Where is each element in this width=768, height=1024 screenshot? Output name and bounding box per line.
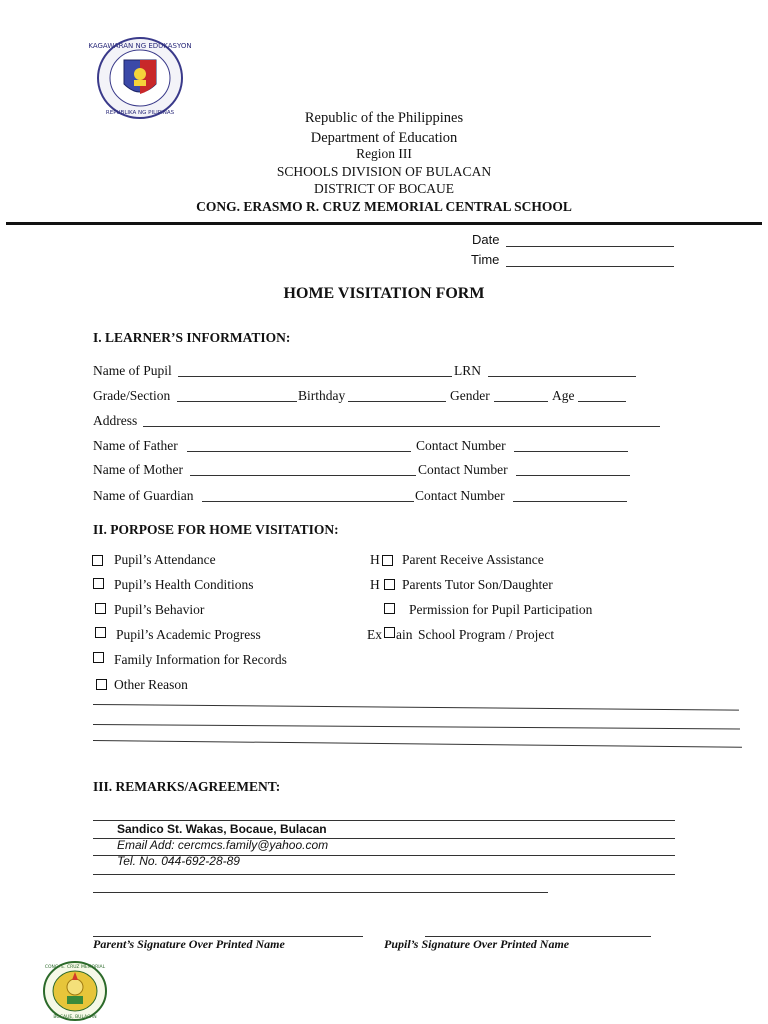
- remarks-line-5[interactable]: [93, 892, 548, 893]
- section3-title: III. REMARKS/AGREEMENT:: [93, 779, 281, 794]
- gender-label: Gender: [450, 388, 490, 403]
- header-department: Department of Education: [310, 130, 458, 146]
- guardian-field[interactable]: [202, 501, 414, 502]
- mother-contact-field[interactable]: [516, 475, 630, 476]
- behavior-checkbox[interactable]: [95, 603, 106, 614]
- tutor-checkbox[interactable]: [384, 579, 395, 590]
- other-reason-checkbox[interactable]: [96, 679, 107, 690]
- other-reason-line-2[interactable]: [93, 724, 740, 730]
- svg-text:REPUBLIKA NG PILIPINAS: REPUBLIKA NG PILIPINAS: [105, 110, 175, 116]
- father-contact-label: Contact Number: [416, 438, 506, 453]
- date-label: Date: [472, 232, 500, 247]
- svg-text:CONG. E. CRUZ MEMORIAL: CONG. E. CRUZ MEMORIAL: [44, 965, 106, 970]
- other-reason-option: Other Reason: [114, 677, 188, 692]
- health-option: Pupil’s Health Conditions: [114, 577, 254, 592]
- school-tel: Tel. No. 044-692-28-89: [117, 854, 240, 868]
- program-prefix-ex: Ex: [367, 627, 382, 642]
- time-field[interactable]: [506, 266, 674, 267]
- health-checkbox[interactable]: [93, 578, 104, 589]
- guardian-contact-label: Contact Number: [415, 488, 505, 503]
- father-contact-field[interactable]: [514, 451, 628, 452]
- program-option: School Program / Project: [418, 627, 555, 642]
- gender-field[interactable]: [494, 401, 548, 402]
- tutor-option: Parents Tutor Son/Daughter: [402, 577, 553, 592]
- permission-checkbox[interactable]: [384, 603, 395, 614]
- address-field[interactable]: [143, 426, 660, 427]
- mother-contact-label: Contact Number: [418, 462, 508, 477]
- header-district: DISTRICT OF BOCAUE: [313, 181, 455, 196]
- grade-section-field[interactable]: [177, 401, 297, 402]
- permission-option: Permission for Pupil Participation: [409, 602, 593, 617]
- pupil-name-label: Name of Pupil: [93, 363, 172, 378]
- family-info-checkbox[interactable]: [93, 652, 104, 663]
- header-region: Region III: [356, 146, 412, 161]
- header-divider: [6, 222, 762, 225]
- program-prefix-ain: ain: [396, 627, 413, 642]
- birthday-label: Birthday: [298, 388, 346, 403]
- father-field[interactable]: [187, 451, 411, 452]
- mother-label: Name of Mother: [93, 462, 183, 477]
- other-reason-line-1[interactable]: [93, 704, 739, 711]
- grade-section-label: Grade/Section: [93, 388, 171, 403]
- guardian-label: Name of Guardian: [93, 488, 194, 503]
- school-seal-logo: [42, 960, 108, 1022]
- pupil-signature-caption: Pupil’s Signature Over Printed Name: [384, 937, 570, 951]
- pupil-name-field[interactable]: [178, 376, 452, 377]
- section1-title: I. LEARNER’S INFORMATION:: [93, 330, 291, 345]
- father-label: Name of Father: [93, 438, 178, 453]
- section2-title: II. PORPOSE FOR HOME VISITATION:: [93, 522, 339, 537]
- svg-text:KAGAWARAN NG EDUKASYON: KAGAWARAN NG EDUKASYON: [88, 42, 192, 50]
- age-field[interactable]: [578, 401, 626, 402]
- academic-option: Pupil’s Academic Progress: [116, 627, 261, 642]
- guardian-contact-field[interactable]: [513, 501, 627, 502]
- academic-checkbox[interactable]: [95, 627, 106, 638]
- parent-signature-caption: Parent’s Signature Over Printed Name: [93, 937, 285, 951]
- birthday-field[interactable]: [348, 401, 446, 402]
- attendance-option: Pupil’s Attendance: [114, 552, 216, 567]
- form-title: HOME VISITATION FORM: [283, 285, 485, 302]
- age-label: Age: [552, 388, 575, 403]
- other-reason-line-3[interactable]: [93, 740, 742, 748]
- behavior-option: Pupil’s Behavior: [114, 602, 205, 617]
- family-info-option: Family Information for Records: [114, 652, 287, 667]
- time-label: Time: [471, 252, 500, 267]
- attendance-checkbox[interactable]: [92, 555, 103, 566]
- lrn-label: LRN: [454, 363, 481, 378]
- remarks-line-1[interactable]: [93, 820, 675, 821]
- tutor-prefix: H: [370, 577, 380, 592]
- program-checkbox[interactable]: [384, 627, 395, 638]
- assistance-option: Parent Receive Assistance: [402, 552, 544, 567]
- svg-text:BOCAUE, BULACAN: BOCAUE, BULACAN: [53, 1015, 97, 1020]
- school-email: Email Add: cercmcs.family@yahoo.com: [117, 838, 329, 852]
- address-label: Address: [93, 413, 138, 428]
- mother-field[interactable]: [190, 475, 416, 476]
- header-division: SCHOOLS DIVISION OF BULACAN: [276, 164, 492, 179]
- assistance-checkbox[interactable]: [382, 555, 393, 566]
- remarks-line-4[interactable]: [93, 874, 675, 875]
- header-republic: Republic of the Philippines: [304, 110, 464, 126]
- school-address: Sandico St. Wakas, Bocaue, Bulacan: [117, 822, 327, 836]
- header-school-name: CONG. ERASMO R. CRUZ MEMORIAL CENTRAL SCHOOL: [196, 199, 572, 214]
- date-field[interactable]: [506, 246, 674, 247]
- lrn-field[interactable]: [488, 376, 636, 377]
- assistance-prefix: H: [370, 552, 380, 567]
- deped-seal-logo: [88, 36, 192, 120]
